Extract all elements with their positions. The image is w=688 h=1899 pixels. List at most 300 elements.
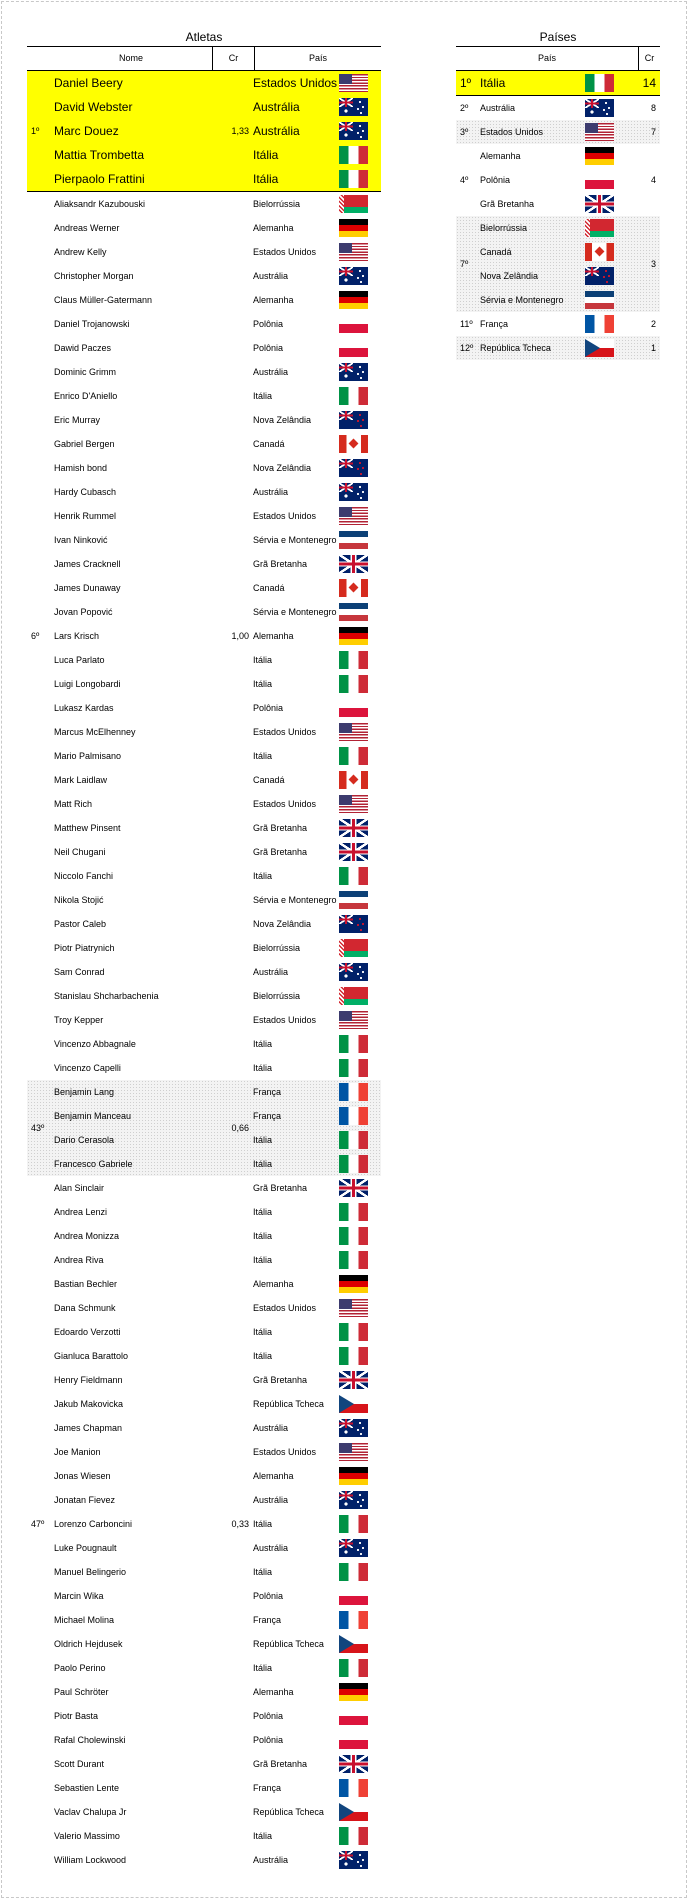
country-rank-group xyxy=(456,336,660,360)
athlete-row xyxy=(50,624,212,648)
athlete-row xyxy=(50,1320,212,1344)
usa-flag-icon xyxy=(339,795,368,813)
country-column xyxy=(253,71,381,191)
athlete-name: Andrea Monizza xyxy=(54,1231,120,1241)
country-name: Bielorrússia xyxy=(480,223,528,233)
athlete-row xyxy=(50,840,212,864)
athlete-country: Itália xyxy=(253,1351,273,1361)
franca-flag-icon xyxy=(339,1083,368,1101)
uk-flag-icon xyxy=(339,1179,368,1197)
athlete-row xyxy=(50,1632,212,1656)
athlete-country-row xyxy=(253,408,381,432)
athlete-row xyxy=(50,384,212,408)
usa-flag-icon xyxy=(339,1443,368,1461)
country-rank-group xyxy=(456,216,660,312)
italia-flag-icon xyxy=(339,747,368,765)
athlete-row xyxy=(50,792,212,816)
cr-value: 7 xyxy=(650,127,656,137)
athlete-country-row xyxy=(253,912,381,936)
country-column xyxy=(480,144,638,216)
cr-cell xyxy=(638,144,660,216)
rank-header xyxy=(27,47,50,70)
athlete-name: Luca Parlato xyxy=(54,655,105,665)
cr-cell xyxy=(638,120,660,144)
athlete-country-row xyxy=(253,1224,381,1248)
athlete-country-row xyxy=(253,552,381,576)
athlete-row xyxy=(50,984,212,1008)
athlete-country: França xyxy=(253,1087,282,1097)
athlete-country-row xyxy=(253,1200,381,1224)
italia-flag-icon xyxy=(339,1515,368,1533)
athlete-country-row xyxy=(253,71,381,95)
athlete-country: Itália xyxy=(253,751,273,761)
countries-table xyxy=(456,28,660,360)
athlete-row xyxy=(50,1704,212,1728)
nz-flag-icon xyxy=(585,267,614,285)
rank-cell xyxy=(456,216,480,312)
athlete-row xyxy=(50,1656,212,1680)
athlete-country: Austrália xyxy=(253,1423,289,1433)
usa-flag-icon xyxy=(339,243,368,261)
usa-flag-icon xyxy=(585,123,614,141)
cr-cell xyxy=(212,1080,253,1176)
cr-cell xyxy=(638,216,660,312)
athlete-country-row xyxy=(253,1656,381,1680)
athlete-name: Rafal Cholewinski xyxy=(54,1735,126,1745)
athlete-name: Piotr Piatrynich xyxy=(54,943,115,953)
italia-flag-icon xyxy=(339,1227,368,1245)
athlete-row xyxy=(50,648,212,672)
athlete-country-row xyxy=(253,672,381,696)
athlete-row xyxy=(50,1056,212,1080)
athlete-name: Ivan Ninković xyxy=(54,535,108,545)
australia-flag-icon xyxy=(339,98,368,116)
athlete-row xyxy=(50,1824,212,1848)
cr-cell xyxy=(212,1176,253,1872)
rank-group xyxy=(27,192,381,1080)
athlete-row xyxy=(50,95,212,119)
athlete-row xyxy=(50,1176,212,1200)
athlete-country: Itália xyxy=(253,1519,273,1529)
athlete-row xyxy=(50,1416,212,1440)
athlete-country: Alemanha xyxy=(253,1471,294,1481)
athlete-country: Austrália xyxy=(253,487,289,497)
athlete-country-row xyxy=(253,143,381,167)
athlete-row xyxy=(50,1848,212,1872)
franca-flag-icon xyxy=(585,315,614,333)
athlete-row xyxy=(50,1488,212,1512)
athlete-country: Austrália xyxy=(253,967,289,977)
athlete-row xyxy=(50,1368,212,1392)
canada-flag-icon xyxy=(339,771,368,789)
australia-flag-icon xyxy=(339,363,368,381)
athlete-country-row xyxy=(253,1584,381,1608)
athlete-name: Dario Cerasola xyxy=(54,1135,115,1145)
servia-flag-icon xyxy=(585,291,614,309)
athlete-country-row xyxy=(253,1608,381,1632)
name-column xyxy=(50,1176,212,1872)
athlete-name: Jonatan Fievez xyxy=(54,1495,116,1505)
athlete-row xyxy=(50,888,212,912)
athlete-name: Marcus McElhenney xyxy=(54,727,136,737)
athlete-name: Hamish bond xyxy=(54,463,108,473)
athlete-country: Canadá xyxy=(253,439,285,449)
alemanha-flag-icon xyxy=(339,1275,368,1293)
country-column xyxy=(253,1176,381,1872)
italia-flag-icon xyxy=(339,1251,368,1269)
country-rank-group xyxy=(456,120,660,144)
rank-cell xyxy=(456,144,480,216)
athlete-row xyxy=(50,672,212,696)
country-name: Canadá xyxy=(480,247,512,257)
athlete-name: Vincenzo Capelli xyxy=(54,1063,121,1073)
athlete-country: República Tcheca xyxy=(253,1807,324,1817)
usa-flag-icon xyxy=(339,1011,368,1029)
athlete-country: França xyxy=(253,1783,282,1793)
australia-flag-icon xyxy=(339,483,368,501)
name-column xyxy=(50,71,212,191)
franca-flag-icon xyxy=(339,1779,368,1797)
athlete-country-row xyxy=(253,1416,381,1440)
cr-value: 2 xyxy=(650,319,656,329)
rank-cell xyxy=(456,336,480,360)
country-row xyxy=(480,240,638,264)
alemanha-flag-icon xyxy=(339,219,368,237)
athlete-country: Itália xyxy=(253,1063,273,1073)
athlete-country: Polônia xyxy=(253,1711,284,1721)
athlete-row xyxy=(50,1344,212,1368)
czech-flag-icon xyxy=(339,1803,368,1821)
usa-flag-icon xyxy=(339,1299,368,1317)
athlete-country: Estados Unidos xyxy=(253,1015,317,1025)
athlete-country-row xyxy=(253,1056,381,1080)
rank-label: 2º xyxy=(460,103,469,113)
athlete-country-row xyxy=(253,720,381,744)
athlete-country: Itália xyxy=(253,1135,273,1145)
franca-flag-icon xyxy=(339,1611,368,1629)
uk-flag-icon xyxy=(339,819,368,837)
rank-label: 1º xyxy=(460,76,472,90)
athlete-country: Estados Unidos xyxy=(253,727,317,737)
australia-flag-icon xyxy=(585,99,614,117)
athlete-row xyxy=(50,1248,212,1272)
athlete-country-row xyxy=(253,1296,381,1320)
rank-label: 43º xyxy=(31,1123,45,1133)
athlete-country: Grã Bretanha xyxy=(253,1183,308,1193)
athlete-name: Henry Fieldmann xyxy=(54,1375,123,1385)
athlete-name: Dawid Paczes xyxy=(54,343,112,353)
athlete-country: Itália xyxy=(253,391,273,401)
belarus-flag-icon xyxy=(585,219,614,237)
athlete-country: Grã Bretanha xyxy=(253,1375,308,1385)
athlete-row xyxy=(50,864,212,888)
athlete-row xyxy=(50,216,212,240)
cr-value: 3 xyxy=(650,259,656,269)
country-column xyxy=(253,192,381,1080)
belarus-flag-icon xyxy=(339,987,368,1005)
athlete-country-row xyxy=(253,456,381,480)
uk-flag-icon xyxy=(585,195,614,213)
rank-label: 11º xyxy=(460,319,473,329)
italia-flag-icon xyxy=(339,1203,368,1221)
athlete-name: David Webster xyxy=(54,100,133,114)
country-name: França xyxy=(480,319,509,329)
athlete-name: Benjamin Lang xyxy=(54,1087,115,1097)
athlete-name: Lukasz Kardas xyxy=(54,703,114,713)
athlete-country-row xyxy=(253,95,381,119)
athlete-name: Bastian Bechler xyxy=(54,1279,118,1289)
athlete-country: Grã Bretanha xyxy=(253,1759,308,1769)
athlete-name: Henrik Rummel xyxy=(54,511,117,521)
cr-value: 1,00 xyxy=(231,631,249,641)
athlete-country: Canadá xyxy=(253,583,285,593)
italia-flag-icon xyxy=(339,1659,368,1677)
rank-group xyxy=(27,1176,381,1872)
belarus-flag-icon xyxy=(339,195,368,213)
australia-flag-icon xyxy=(339,1419,368,1437)
athlete-name: Neil Chugani xyxy=(54,847,106,857)
italia-flag-icon xyxy=(339,1035,368,1053)
athlete-country: Austrália xyxy=(253,100,300,114)
athlete-country-row xyxy=(253,312,381,336)
athlete-country: República Tcheca xyxy=(253,1399,324,1409)
cr-cell xyxy=(638,71,660,95)
athlete-country-row xyxy=(253,888,381,912)
athlete-country-row xyxy=(253,1728,381,1752)
athlete-country-row xyxy=(253,528,381,552)
uk-flag-icon xyxy=(339,1371,368,1389)
australia-flag-icon xyxy=(339,1491,368,1509)
alemanha-flag-icon xyxy=(339,291,368,309)
athlete-country: Sérvia e Montenegro xyxy=(253,607,337,617)
athlete-name: Luigi Longobardi xyxy=(54,679,121,689)
athlete-country-row xyxy=(253,792,381,816)
athlete-country-row xyxy=(253,648,381,672)
italia-flag-icon xyxy=(339,1563,368,1581)
athlete-name: James Dunaway xyxy=(54,583,121,593)
athlete-country: Itália xyxy=(253,1207,273,1217)
athlete-country-row xyxy=(253,1776,381,1800)
cr-value: 14 xyxy=(642,76,656,90)
athlete-country: Estados Unidos xyxy=(253,511,317,521)
athlete-country: Itália xyxy=(253,1039,273,1049)
athlete-name: Oldrich Hejdusek xyxy=(54,1639,123,1649)
athlete-country: Polônia xyxy=(253,1735,284,1745)
servia-flag-icon xyxy=(339,603,368,621)
athlete-country-row xyxy=(253,1488,381,1512)
country-row xyxy=(480,144,638,168)
athlete-country-row xyxy=(253,1368,381,1392)
athlete-row xyxy=(50,1464,212,1488)
country-groups xyxy=(456,71,660,360)
athlete-name: Pastor Caleb xyxy=(54,919,107,929)
athlete-name: Troy Kepper xyxy=(54,1015,104,1025)
country-row xyxy=(480,312,638,336)
athlete-row xyxy=(50,1752,212,1776)
athlete-country: Grã Bretanha xyxy=(253,847,308,857)
country-name: Polônia xyxy=(480,175,511,185)
canada-flag-icon xyxy=(339,579,368,597)
country-row xyxy=(480,192,638,216)
athlete-country-row xyxy=(253,1464,381,1488)
athlete-row xyxy=(50,1008,212,1032)
country-column xyxy=(480,336,638,360)
country-header: País xyxy=(308,53,327,63)
name-header: Nome xyxy=(50,47,213,70)
athlete-name: Benjamin Manceau xyxy=(54,1111,132,1121)
country-name: Nova Zelândia xyxy=(480,271,539,281)
athlete-name: Nikola Stojić xyxy=(54,895,104,905)
athlete-country-row xyxy=(253,1152,381,1176)
rank-label: 7º xyxy=(460,259,469,269)
athlete-country-row xyxy=(253,216,381,240)
italia-flag-icon xyxy=(339,1827,368,1845)
athlete-country-row xyxy=(253,264,381,288)
athlete-name: Eric Murray xyxy=(54,415,101,425)
athlete-country: Austrália xyxy=(253,1543,289,1553)
rank-group xyxy=(27,1080,381,1176)
athlete-country: Austrália xyxy=(253,367,289,377)
athlete-country: Itália xyxy=(253,679,273,689)
cr-value: 8 xyxy=(650,103,656,113)
athlete-country: Alemanha xyxy=(253,1279,294,1289)
italia-flag-icon xyxy=(339,1131,368,1149)
athlete-row xyxy=(50,192,212,216)
athlete-country: Alemanha xyxy=(253,1687,294,1697)
country-name: República Tcheca xyxy=(480,343,551,353)
athlete-row xyxy=(50,288,212,312)
cr-cell xyxy=(212,71,253,191)
athlete-row xyxy=(50,240,212,264)
australia-flag-icon xyxy=(339,963,368,981)
athlete-name: Lorenzo Carboncini xyxy=(54,1519,133,1529)
athlete-row xyxy=(50,1584,212,1608)
athlete-country: Austrália xyxy=(253,1495,289,1505)
rank-cell xyxy=(27,71,50,191)
athlete-country: Polônia xyxy=(253,319,284,329)
athlete-name: Daniel Trojanowski xyxy=(54,319,130,329)
athlete-row xyxy=(50,408,212,432)
athlete-row xyxy=(50,1296,212,1320)
rank-cell xyxy=(456,312,480,336)
athlete-name: Alan Sinclair xyxy=(54,1183,105,1193)
italia-flag-icon xyxy=(339,651,368,669)
athlete-country: Austrália xyxy=(253,271,289,281)
czech-flag-icon xyxy=(339,1635,368,1653)
athlete-name: Lars Krisch xyxy=(54,631,100,641)
athlete-name: Edoardo Verzotti xyxy=(54,1327,121,1337)
nz-flag-icon xyxy=(339,411,368,429)
athlete-country-row xyxy=(253,1032,381,1056)
belarus-flag-icon xyxy=(339,939,368,957)
athlete-country-row xyxy=(253,1800,381,1824)
italia-flag-icon xyxy=(339,867,368,885)
athlete-country: Grã Bretanha xyxy=(253,559,308,569)
name-column xyxy=(50,1080,212,1176)
athlete-name: Francesco Gabriele xyxy=(54,1159,133,1169)
athlete-country: Bielorrússia xyxy=(253,943,301,953)
athlete-country: Estados Unidos xyxy=(253,1447,317,1457)
australia-flag-icon xyxy=(339,1539,368,1557)
athlete-row xyxy=(50,1032,212,1056)
country-row xyxy=(480,96,638,120)
athlete-name: Jovan Popović xyxy=(54,607,113,617)
athlete-row xyxy=(50,312,212,336)
athlete-country-row xyxy=(253,1512,381,1536)
athlete-row xyxy=(50,960,212,984)
country-name: Itália xyxy=(480,76,506,90)
alemanha-flag-icon xyxy=(339,1683,368,1701)
italia-flag-icon xyxy=(339,1059,368,1077)
athlete-row xyxy=(50,1080,212,1104)
athlete-row xyxy=(50,143,212,167)
athlete-country-row xyxy=(253,1632,381,1656)
athlete-name: Sebastien Lente xyxy=(54,1783,120,1793)
alemanha-flag-icon xyxy=(585,147,614,165)
athlete-country: Nova Zelândia xyxy=(253,463,312,473)
athlete-row xyxy=(50,1128,212,1152)
athlete-country-row xyxy=(253,576,381,600)
athlete-row xyxy=(50,1776,212,1800)
polonia-flag-icon xyxy=(339,1707,368,1725)
athlete-row xyxy=(50,504,212,528)
country-column xyxy=(480,96,638,120)
athlete-country: Alemanha xyxy=(253,223,294,233)
country-column xyxy=(480,312,638,336)
athlete-name: Marc Douez xyxy=(54,124,119,138)
country-column xyxy=(480,71,638,95)
canada-flag-icon xyxy=(339,435,368,453)
athlete-country: Grã Bretanha xyxy=(253,823,308,833)
cr-value: 1,33 xyxy=(231,126,249,136)
servia-flag-icon xyxy=(339,531,368,549)
rank-label: 1º xyxy=(31,126,40,136)
athlete-country: Estados Unidos xyxy=(253,76,338,90)
athlete-name: Mario Palmisano xyxy=(54,751,122,761)
athlete-row xyxy=(50,71,212,95)
athlete-country-row xyxy=(253,936,381,960)
country-rank-group xyxy=(456,144,660,216)
athlete-name: Manuel Belingerio xyxy=(54,1567,127,1577)
athlete-row xyxy=(50,1608,212,1632)
countries-title: Países xyxy=(539,30,577,44)
cr-header: Cr xyxy=(213,47,255,70)
usa-flag-icon xyxy=(339,507,368,525)
rank-label: 12º xyxy=(460,343,474,353)
athlete-country-row xyxy=(253,504,381,528)
athlete-row xyxy=(50,456,212,480)
athlete-country: Itália xyxy=(253,1567,273,1577)
athlete-row xyxy=(50,1200,212,1224)
athlete-country-row xyxy=(253,384,381,408)
athlete-name: Valerio Massimo xyxy=(54,1831,120,1841)
athlete-name: Vaclav Chalupa Jr xyxy=(54,1807,127,1817)
athlete-name: Gabriel Bergen xyxy=(54,439,115,449)
athlete-name: Andrew Kelly xyxy=(54,247,107,257)
athlete-row xyxy=(50,167,212,191)
country-row xyxy=(480,336,638,360)
country-column xyxy=(480,216,638,312)
athlete-country: Itália xyxy=(253,871,273,881)
australia-flag-icon xyxy=(339,267,368,285)
athlete-country-row xyxy=(253,336,381,360)
athlete-name: Matt Rich xyxy=(54,799,93,809)
rank-label: 47º xyxy=(31,1519,45,1529)
athlete-row xyxy=(50,432,212,456)
athlete-name: Claus Müller-Gatermann xyxy=(54,295,153,305)
rank-cell xyxy=(456,120,480,144)
athlete-row xyxy=(50,1272,212,1296)
